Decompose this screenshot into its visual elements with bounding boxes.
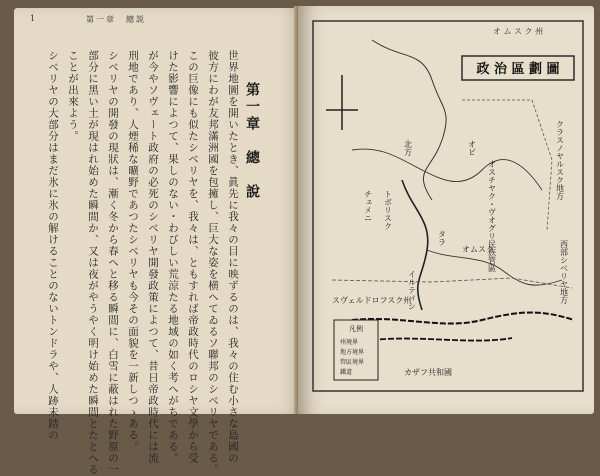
text-column: 世界地圖を開いたとき、眞先に我々の目に映ずるのは、我々の住む小さな島國の (227, 50, 239, 464)
text-column: 部分に黑い土が現はれ始めた瞬間か、又は夜がやうやく明け始めた瞬間とたとへる (87, 50, 99, 476)
label-ostyak: オスチヤク・ヴオグリ民族管區 (487, 160, 497, 272)
political-division-map (312, 20, 584, 392)
text-column: けた影響によつて、果しのない・わびしい荒涼たる地域の如く考へがちである。 (167, 50, 179, 464)
text-column: シベリヤの大部分はまだ氷に氷の解けることのないトンドラや、人跡未踏の (47, 50, 59, 441)
legend-item: 地方境界 (340, 349, 365, 356)
label-tyumen: チュメニ (363, 190, 373, 222)
label-tobolsk: トボリスク (383, 190, 393, 230)
legend-item: 鐵道 (340, 369, 353, 376)
page-number: 1 (30, 14, 38, 23)
text-column: 彼方にわが友邦滿洲國を包擁し、巨大な姿を横へてゐるソ聯邦のシベリヤである。 (207, 50, 219, 476)
text-column: ことが出來よう。 (67, 50, 79, 142)
legend-item: 管區境界 (340, 359, 365, 366)
map-header: オ ム ス ク 州 (492, 27, 544, 36)
legend-title: 凡例 (349, 325, 363, 333)
label-west-siberia: 西部シベリヤ地方 (559, 240, 569, 304)
label-krasnoyarsk: クラスノヤルスク地方 (555, 120, 565, 200)
label-ob: オビ (467, 140, 477, 156)
label-kazakh: カザフ共和國 (404, 368, 452, 377)
label-sverdlovsk: スヴェルドロフスク州 (332, 296, 412, 305)
chapter-title: 第一章 總 說 (244, 82, 260, 201)
text-column: この巨像にも似たシベリヤを、我々は、ともすれば帝政時代のロシヤ文學から受 (187, 50, 199, 464)
label-tara: タラ (437, 230, 447, 246)
running-header: 第一章 總説 (86, 15, 146, 24)
text-column: 刑地であり、人煙稀な曠野であつたシベリヤも今その面貌を一新しつゝある。 (127, 50, 139, 453)
label-north: 北方 (403, 140, 413, 156)
label-omsk: オムスク (462, 245, 494, 254)
text-column: シベリヤの開發の現狀は、漸く冬から春へと移る瞬間に、白雪に蔽はれた野原の一 (107, 50, 119, 476)
text-column: が今やソヴェート政府の必死のシベリヤ開發政策によつて、昔日帝政時代には流 (147, 50, 159, 464)
map-title: 政 治 區 劃 圖 (476, 62, 560, 77)
label-irtysh: イルティシ (407, 270, 417, 310)
legend-item: 州境界 (340, 339, 359, 346)
